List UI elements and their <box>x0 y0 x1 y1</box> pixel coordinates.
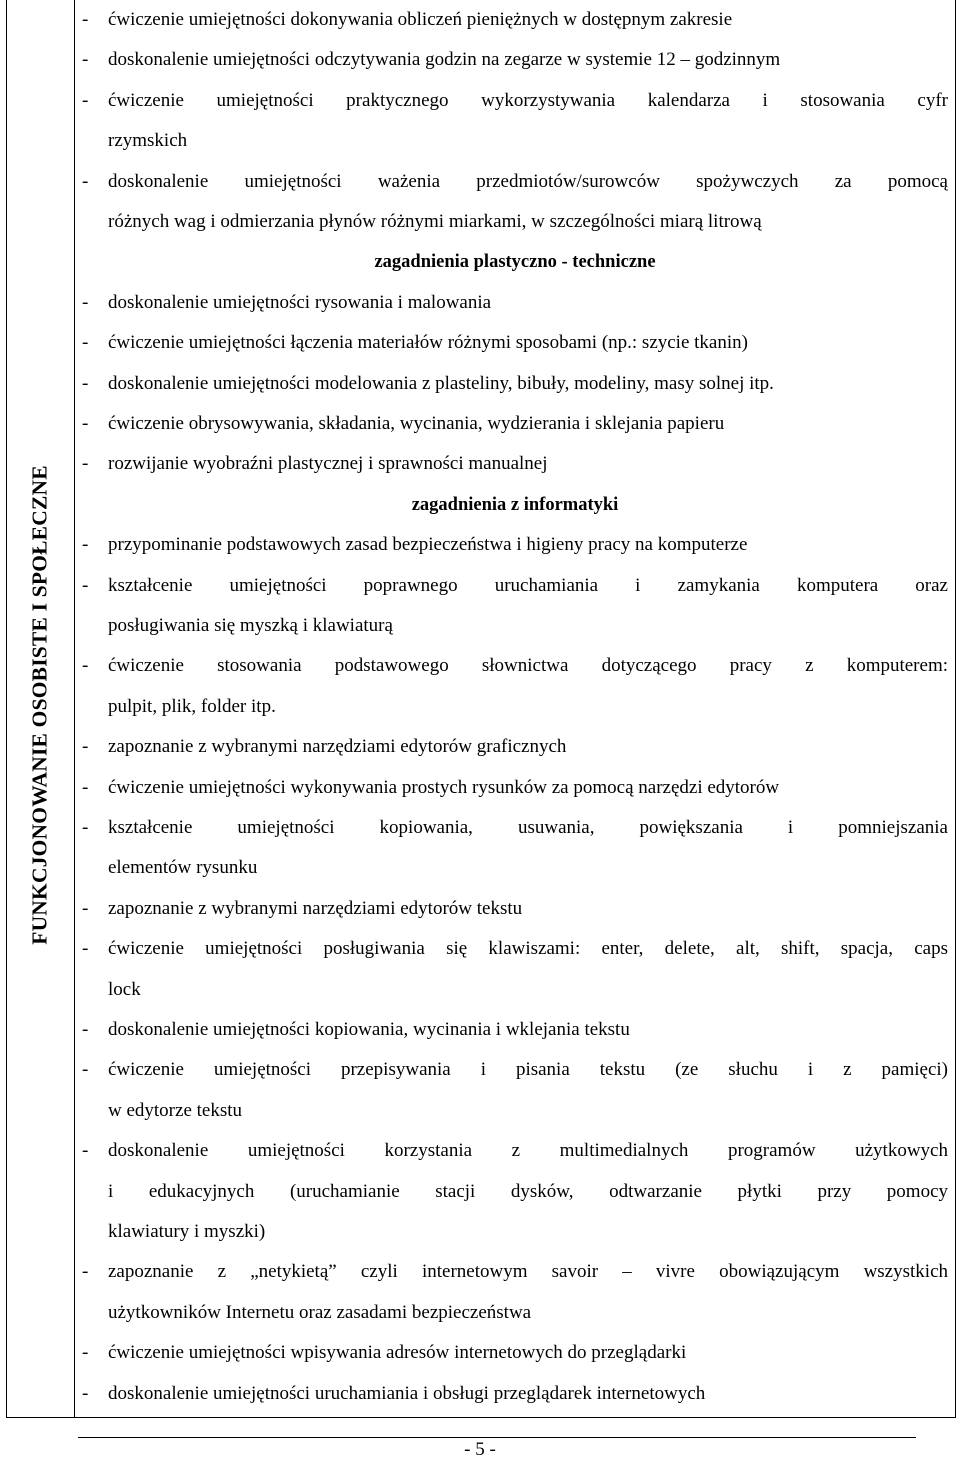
bullet-dash: - <box>82 534 89 556</box>
bullet-dash: - <box>82 372 89 394</box>
list-item-text: zapoznanie z wybranymi narzędziami edytorów tekstu <box>108 897 523 919</box>
list-item-text: doskonalenie umiejętności odczytywania godzin na zegarze w systemie 12 – godzinnym <box>108 49 781 71</box>
bullet-dash: - <box>82 938 89 960</box>
list-item-line <box>82 40 948 80</box>
list-item-text: doskonalenie umiejętności uruchamiania i obsługi przeglądarek internetowych <box>108 1382 706 1404</box>
list-item-line <box>82 525 948 565</box>
list-item-line <box>82 1333 948 1373</box>
list-item-line <box>82 646 948 686</box>
list-item-text: użytkowników Internetu oraz zasadami bezpieczeństwa <box>108 1301 532 1323</box>
section-heading-informatics: zagadnienia z informatyki <box>411 494 619 515</box>
list-item-text: ćwiczenie umiejętności wpisywania adresów internetowych do przeglądarki <box>108 1342 687 1364</box>
list-item-line <box>82 808 948 848</box>
list-item-text: ćwiczenie umiejętności dokonywania obliczeń pieniężnych w dostępnym zakresie <box>108 9 733 30</box>
list-item-text: doskonalenie umiejętności korzystania z multimedialnych programów użytkowych <box>108 1140 948 1162</box>
bullet-dash: - <box>82 776 89 798</box>
bullet-dash: - <box>82 655 89 677</box>
list-item-text: zapoznanie z wybranymi narzędziami edytorów graficznych <box>108 736 567 758</box>
list-item-text: ćwiczenie umiejętności posługiwania się klawiszami: enter, delete, alt, shift, spacja, caps <box>108 938 948 960</box>
list-item-line <box>82 81 948 121</box>
bullet-dash: - <box>82 574 89 596</box>
section-heading-plastic: zagadnienia plastyczno - techniczne <box>374 252 656 273</box>
list-item-text: elementów rysunku <box>108 857 258 879</box>
bullet-dash: - <box>82 291 89 313</box>
list-item-line <box>82 1374 948 1414</box>
page-number: - 5 - <box>464 1439 496 1460</box>
bullet-dash: - <box>82 736 89 758</box>
list-item-line <box>82 202 948 242</box>
list-item-text: posługiwania się myszką i klawiaturą <box>108 615 393 636</box>
list-item-line <box>82 283 948 323</box>
list-item-text: ćwiczenie obrysowywania, składania, wycinania, wydzierania i sklejania papieru <box>108 413 725 434</box>
bullet-dash: - <box>82 1342 89 1364</box>
bullet-dash: - <box>82 9 89 30</box>
list-item-line <box>82 1293 948 1333</box>
bullet-dash: - <box>82 413 89 434</box>
list-item-line <box>82 323 948 363</box>
list-item-line <box>82 1050 948 1090</box>
list-item-text: przypominanie podstawowych zasad bezpieczeństwa i higieny pracy na komputerze <box>108 534 748 556</box>
list-item-text: i edukacyjnych (uruchamianie stacji dysków, odtwarzanie płytki przy pomocy <box>108 1180 948 1202</box>
list-item-text: rozwijanie wyobraźni plastycznej i sprawności manualnej <box>108 453 548 475</box>
list-item-line <box>82 1091 948 1131</box>
list-item-text: doskonalenie umiejętności rysowania i malowania <box>108 291 492 313</box>
bullet-dash: - <box>82 817 89 838</box>
list-item-line <box>82 606 948 646</box>
list-item-text: pulpit, plik, folder itp. <box>108 695 276 717</box>
list-item-line <box>82 566 948 606</box>
list-item-text: rzymskich <box>108 130 188 152</box>
bullet-dash: - <box>82 170 89 192</box>
list-item-text: kształcenie umiejętności kopiowania, usuwania, powiększania i pomniejszania <box>108 817 948 838</box>
list-item-line <box>82 848 948 888</box>
bullet-dash: - <box>82 89 89 111</box>
list-item-line <box>82 1212 948 1252</box>
list-item-line <box>82 162 948 202</box>
bullet-dash: - <box>82 49 89 71</box>
bullet-dash: - <box>82 1140 89 1162</box>
list-item-line <box>82 444 948 484</box>
list-item-text: lock <box>108 978 141 1000</box>
side-section-label: FUNKCJONOWANIE OSOBISTE I SPOŁECZNE <box>27 465 52 945</box>
list-item-text: doskonalenie umiejętności kopiowania, wycinania i wklejania tekstu <box>108 1019 630 1040</box>
list-item-line <box>82 889 948 929</box>
list-item-text: ćwiczenie umiejętności wykonywania prostych rysunków za pomocą narzędzi edytorów <box>108 776 780 798</box>
list-item-line <box>82 121 948 161</box>
bullet-dash: - <box>82 332 89 354</box>
list-item-text: w edytorze tekstu <box>108 1099 243 1121</box>
bullet-dash: - <box>82 1382 89 1404</box>
list-item-line <box>82 1252 948 1292</box>
list-item-line <box>82 929 948 969</box>
list-item-text: zapoznanie z „netykietą” czyli internetowym savoir – vivre obowiązującym wszystkich <box>108 1261 948 1283</box>
list-item-text: kształcenie umiejętności poprawnego uruchamiania i zamykania komputera oraz <box>108 574 948 596</box>
list-item-line <box>82 1010 948 1050</box>
list-item-line <box>82 970 948 1010</box>
list-item-text: ćwiczenie umiejętności łączenia materiałów różnymi sposobami (np.: szycie tkanin) <box>108 332 748 354</box>
list-item-line <box>82 1172 948 1212</box>
bullet-dash: - <box>82 453 89 475</box>
list-item-text: ćwiczenie umiejętności praktycznego wykorzystywania kalendarza i stosowania cyfr <box>108 89 948 111</box>
bullet-dash: - <box>82 1019 89 1040</box>
list-item-line <box>82 687 948 727</box>
list-item-line <box>82 0 948 40</box>
list-item-line <box>82 364 948 404</box>
bullet-dash: - <box>82 1059 89 1081</box>
bullet-dash: - <box>82 1261 89 1283</box>
list-item-text: różnych wag i odmierzania płynów różnymi miarkami, w szczególności miarą litrową <box>108 211 762 232</box>
list-item-text: doskonalenie umiejętności modelowania z plasteliny, bibuły, modeliny, masy solnej itp. <box>108 372 774 394</box>
bullet-dash: - <box>82 897 89 919</box>
list-item-line <box>82 404 948 444</box>
list-item-line <box>82 1131 948 1171</box>
list-item-text: klawiatury i myszki) <box>108 1221 266 1242</box>
list-item-text: ćwiczenie umiejętności przepisywania i pisania tekstu (ze słuchu i z pamięci) <box>108 1059 948 1081</box>
list-item-line <box>82 727 948 767</box>
column-divider <box>74 0 75 1418</box>
list-item-text: doskonalenie umiejętności ważenia przedmiotów/surowców spożywczych za pomocą <box>108 170 948 192</box>
list-item-line <box>82 768 948 808</box>
list-item-text: ćwiczenie stosowania podstawowego słownictwa dotyczącego pracy z komputerem: <box>108 655 948 677</box>
